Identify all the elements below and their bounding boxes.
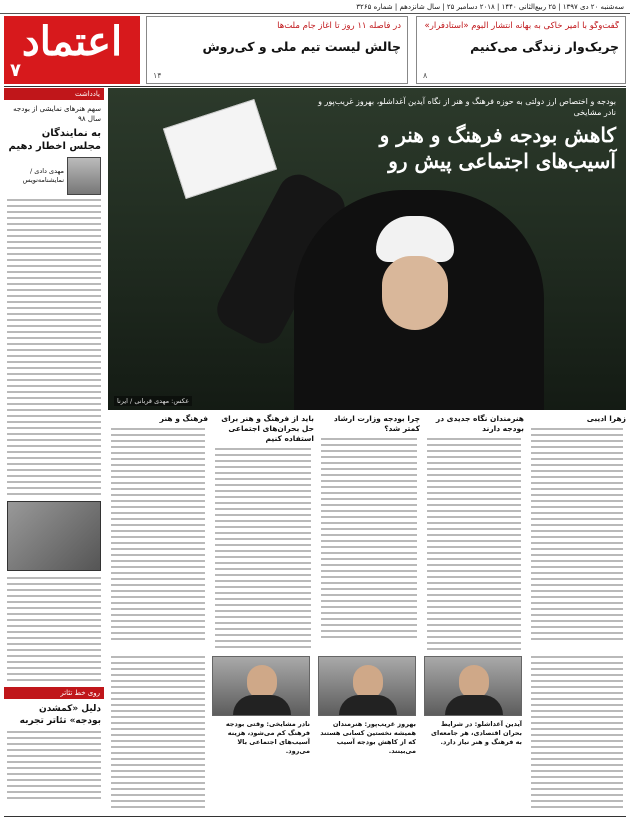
photo-credit: عکس: مهدی قربانی / ایرنا (114, 396, 192, 406)
page-number: ۷ (10, 60, 21, 81)
pull-quote: آیدین آغداشلو: در شرایط بحران اقتصادی، هر جامعه‌ای به فرهنگ و هنر نیاز دارد. (431, 720, 522, 746)
text-column (212, 414, 314, 652)
column-subhead: باید از فرهنگ و هنر برای حل بحران‌های اجتماعی استفاده کنیم (221, 414, 314, 443)
divider (4, 816, 626, 817)
column-subhead: چرا بودجه وزارت ارشاد کمتر شد؟ (333, 414, 420, 433)
article-text (531, 656, 623, 808)
article-text (321, 438, 417, 638)
portrait-photo (212, 656, 310, 716)
photo-figure-face (382, 256, 448, 330)
text-column (318, 414, 420, 652)
sidebar-title[interactable]: دلیل «کمشدن بودجه» تئاتر تجربه (19, 704, 101, 726)
hero-headline[interactable]: کاهش بودجه فرهنگ و هنر و آسیب‌های اجتماعی پیش رو (379, 123, 616, 173)
pull-quote: نادر مشایخی: وقتی بودجه فرهنگ کم می‌شود، هزینه آسیب‌های اجتماعی بالا می‌رود. (225, 720, 310, 755)
teaser-page: ۸ (423, 71, 428, 80)
divider (4, 86, 626, 87)
article-text (531, 428, 623, 640)
hero-kicker: بودجه و اختصاص ارز دولتی به حوزه فرهنگ و هنر از نگاه آیدین آغداشلو، بهروز غریب‌پور و نادر مشایخی (318, 97, 616, 117)
article-text (427, 438, 521, 650)
teaser-page: ۱۴ (153, 71, 162, 80)
author-block (7, 157, 101, 195)
teaser-kicker: گفت‌وگو با امیر خاکی به بهانه انتشار آلبوم «استادفرار» (424, 21, 619, 31)
hero-photo[interactable] (108, 88, 626, 410)
text-column (108, 656, 208, 812)
sidebar-kicker: سهم هنرهای نمایشی از بودجه سال ۹۸ (13, 105, 101, 123)
sidebar-photo (7, 501, 101, 571)
article-text (215, 448, 311, 648)
article-text (111, 428, 205, 640)
column-subhead: زهرا ادیبی (586, 414, 626, 423)
column-subhead: فرهنگ و هنر (159, 414, 208, 423)
teaser-kicker: در فاصله ۱۱ روز تا آغاز جام ملت‌ها (277, 21, 401, 31)
author-byline: مهدی دادی / نمایشنامه‌نویس (22, 167, 64, 184)
text-column (528, 414, 626, 652)
article-text (7, 731, 101, 799)
sidebar-title[interactable]: به نمایندگان مجلس اخطار دهیم (8, 128, 101, 152)
portrait-photo (424, 656, 522, 716)
text-column (528, 656, 626, 812)
pull-quote: بهروز غریب‌پور: هنرمندان همیشه نخستین کسانی هستند که از کاهش بودجه آسیب می‌بینند. (320, 720, 416, 755)
photo-document (163, 99, 277, 199)
sidebar-column (4, 88, 104, 816)
text-column (108, 414, 208, 652)
teaser-left[interactable] (146, 16, 408, 84)
article-text (7, 199, 101, 495)
teaser-headline[interactable]: چالش لیست تیم ملی و کی‌روش (202, 39, 401, 54)
article-text (111, 656, 205, 808)
text-column (424, 414, 524, 652)
portrait-photo (318, 656, 416, 716)
masthead-logo[interactable] (4, 16, 140, 84)
newspaper-logo: اعتماد (21, 18, 123, 65)
article-text (7, 577, 101, 681)
sidebar-section-label: یادداشت (4, 88, 104, 100)
dateline: سه‌شنبه ۲۰ دی ۱۳۹۷ | ۲۵ ربیع‌الثانی ۱۴۴۰ | ۲۰۱۸ دسامبر ۲۵ | سال شانزدهم | شماره ۳۲۶۵ (0, 0, 630, 14)
teaser-right[interactable] (416, 16, 626, 84)
sidebar-section-label: روی خط تئاتر (4, 687, 104, 699)
column-subhead: هنرمندان نگاه جدیدی در بودجه دارند (435, 414, 524, 433)
author-photo (67, 157, 101, 195)
teaser-headline[interactable]: چریک‌وار زندگی می‌کنیم (470, 39, 619, 54)
